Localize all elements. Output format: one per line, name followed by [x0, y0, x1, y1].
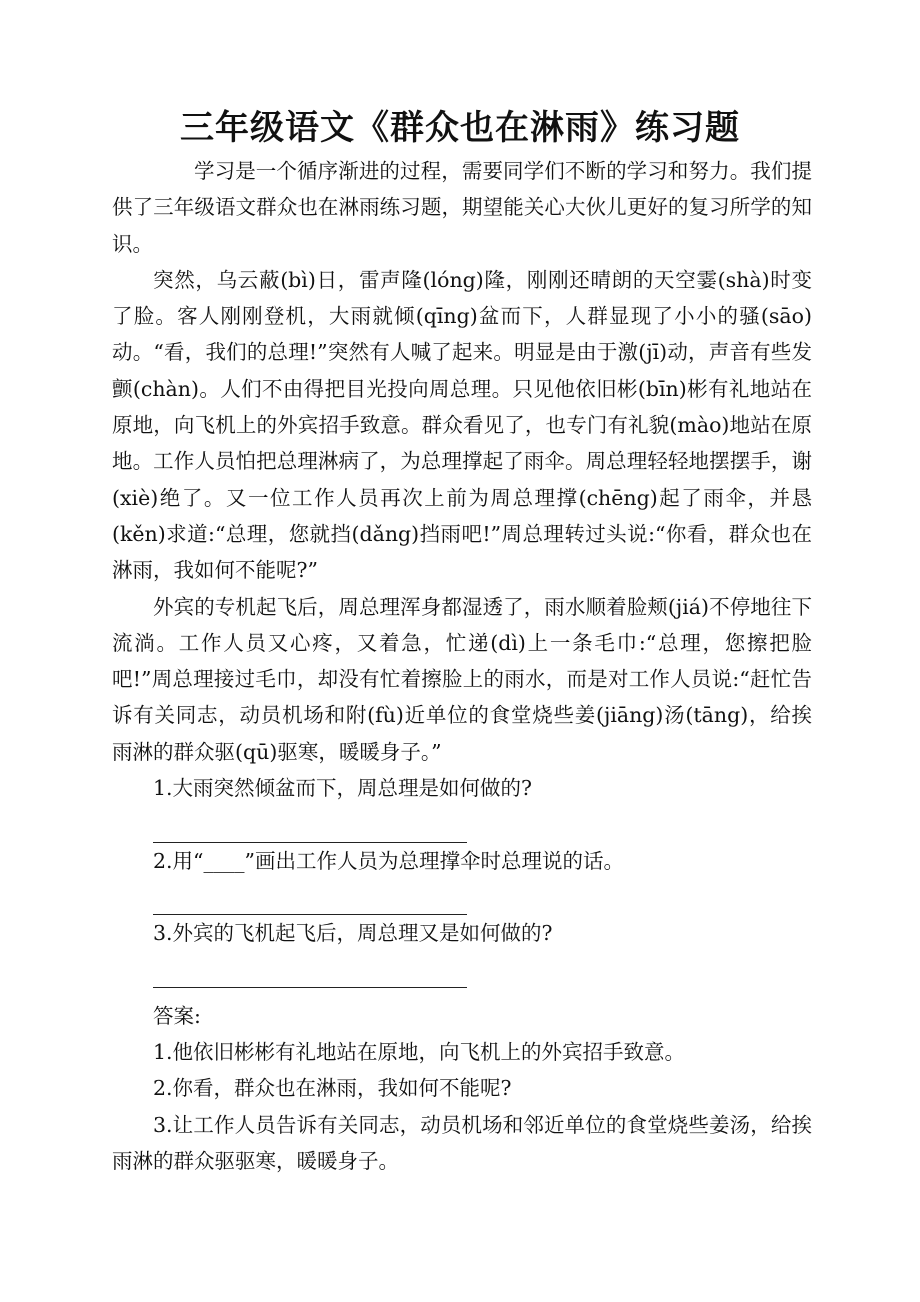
question-2: 2.用“____”画出工作人员为总理撑伞时总理说的话。	[153, 848, 625, 873]
document-title: 三年级语文《群众也在淋雨》练习题	[180, 108, 740, 148]
document-body	[112, 153, 812, 1179]
passage-paragraph-1: 突然，乌云蔽(bì)日，雷声隆(lóng)隆，刚刚还晴朗的天空霎(shà)时变了脸。客人刚刚登机，大雨就倾(qīng)盆而下，人群显现了小小的骚(sāo)动。“看，我们的总理!”突然有人喊了起来。明显是由于激(jī)动，声音有些发颤(chàn)。人们不由得把目光投向周总理。只见他依旧彬(bīn)彬有礼地站在原地，向飞机上的外宾招手致意。群众看见了，也专门有礼貌(mào)地站在原地。工作人员怕把总理淋病了，为总理撑起了雨伞。周总理轻轻地摆摆手，谢(xiè)绝了。又一位工作人员再次上前为周总理撑(chēng)起了雨伞，并恳(kěn)求道:“总理，您就挡(dǎng)挡雨吧!”周总理转过头说:“你看，群众也在淋雨，我如何不能呢?”	[112, 267, 812, 583]
spacer	[112, 988, 812, 998]
answer-2: 2.你看，群众也在淋雨，我如何不能呢?	[153, 1076, 512, 1101]
answer-blank-1[interactable]	[153, 806, 467, 842]
answer-blank-2[interactable]	[153, 879, 467, 915]
answer-blank-3[interactable]	[153, 952, 467, 988]
answer-1: 1.他依旧彬彬有礼地站在原地，向飞机上的外宾招手致意。	[153, 1040, 686, 1065]
answer-3: 3.让工作人员告诉有关同志，动员机场和邻近单位的食堂烧些姜汤，给挨雨淋的群众驱驱寒，暖暖身子。	[112, 1112, 812, 1174]
question-1: 1.大雨突然倾盆而下，周总理是如何做的?	[153, 776, 533, 801]
passage-paragraph-2: 外宾的专机起飞后，周总理浑身都湿透了，雨水顺着脸颊(jiá)不停地往下流淌。工作人员又心疼，又着急，忙递(dì)上一条毛巾:“总理，您擦把脸吧!”周总理接过毛巾，却没有忙着擦脸上的雨水，而是对工作人员说:“赶忙告诉有关同志，动员机场和附(fù)近单位的食堂烧些姜(jiāng)汤(tāng)，给挨雨淋的群众驱(qū)驱寒，暖暖身子。”	[112, 594, 812, 764]
question-3: 3.外宾的飞机起飞后，周总理又是如何做的?	[153, 921, 553, 946]
intro-paragraph: 学习是一个循序渐进的过程，需要同学们不断的学习和努力。我们提供了三年级语文群众也在淋雨练习题，期望能关心大伙儿更好的复习所学的知识。	[112, 159, 812, 256]
answers-heading: 答案:	[153, 1003, 201, 1028]
